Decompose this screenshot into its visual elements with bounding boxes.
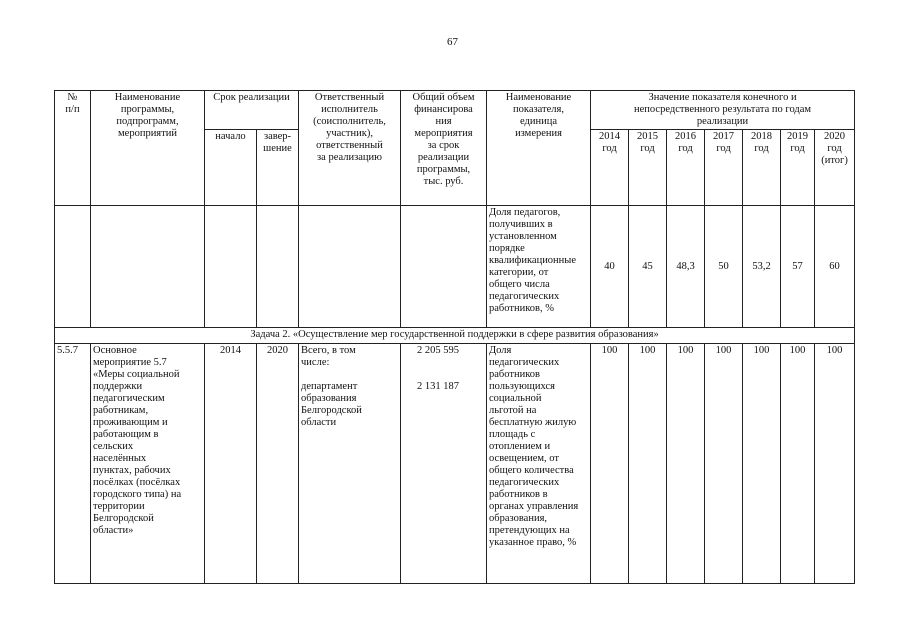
value-cell: 100 xyxy=(591,344,629,584)
header-name: Наименование программы, подпрограмм, мероприятий xyxy=(91,91,205,206)
responsible-dept: департамент образования Белгородской области xyxy=(301,381,362,428)
page-number: 67 xyxy=(447,36,458,48)
header-values-title: Значение показателя конечного и непосредственного результата по годам реализации xyxy=(591,91,855,130)
year-2015: 2015 год xyxy=(629,130,667,206)
task-heading: Задача 2. «Осуществление мер государственной поддержки в сфере развития образования» xyxy=(55,328,855,344)
header-start: начало xyxy=(205,130,257,206)
value-cell: 50 xyxy=(705,206,743,328)
header-term: Срок реализации xyxy=(205,91,299,130)
table-row xyxy=(55,206,855,328)
year-2014: 2014 год xyxy=(591,130,629,206)
program-table xyxy=(54,90,855,584)
value-cell: 100 xyxy=(781,344,815,584)
header-responsible: Ответственный исполнитель (соисполнитель, участник), ответственный за реализацию xyxy=(299,91,401,206)
indicator-cell: Доля педагогических работников пользующихся социальной льготой на бесплатную жилую площадь с отоплением и освещением, от общего количества педагогических работников в органах управления образования, претендующих на указанное право, % xyxy=(487,344,591,584)
table-row xyxy=(55,344,855,584)
responsible-cell xyxy=(299,344,401,584)
value-cell: 100 xyxy=(705,344,743,584)
task-row xyxy=(55,328,855,344)
value-cell: 100 xyxy=(743,344,781,584)
value-cell: 100 xyxy=(629,344,667,584)
row-number: 5.5.7 xyxy=(55,344,91,584)
value-cell: 100 xyxy=(815,344,855,584)
header-num: № п/п xyxy=(55,91,91,206)
indicator-cell: Доля педагогов, получивших в установленном порядке квалификационные категории, от общего числа педагогических работников, % xyxy=(487,206,591,328)
volume-dept: 2 131 187 xyxy=(417,381,460,392)
value-cell: 57 xyxy=(781,206,815,328)
value-cell: 100 xyxy=(667,344,705,584)
header-row xyxy=(55,91,855,130)
value-cell: 60 xyxy=(815,206,855,328)
volume-total: 2 205 595 xyxy=(417,345,460,356)
header-end: завер- шение xyxy=(257,130,299,206)
year-2019: 2019 год xyxy=(781,130,815,206)
value-cell: 45 xyxy=(629,206,667,328)
year-2016: 2016 год xyxy=(667,130,705,206)
year-2020: 2020 год (итог) xyxy=(815,130,855,206)
volume-cell xyxy=(401,344,487,584)
header-volume: Общий объем финансирова ния мероприятия за срок реализации программы, тыс. руб. xyxy=(401,91,487,206)
end-year: 2020 xyxy=(257,344,299,584)
value-cell: 40 xyxy=(591,206,629,328)
year-2018: 2018 год xyxy=(743,130,781,206)
start-year: 2014 xyxy=(205,344,257,584)
program-name: Основное мероприятие 5.7 «Меры социальной поддержки педагогическим работникам, проживающим и работающим в сельских населённых пунктах, рабочих посёлках (посёлках городского типа) на территории Белгородской области» xyxy=(91,344,205,584)
responsible-total: Всего, в том числе: xyxy=(301,345,356,368)
year-2017: 2017 год xyxy=(705,130,743,206)
value-cell: 48,3 xyxy=(667,206,705,328)
value-cell: 53,2 xyxy=(743,206,781,328)
header-indicator: Наименование показателя, единица измерения xyxy=(487,91,591,206)
